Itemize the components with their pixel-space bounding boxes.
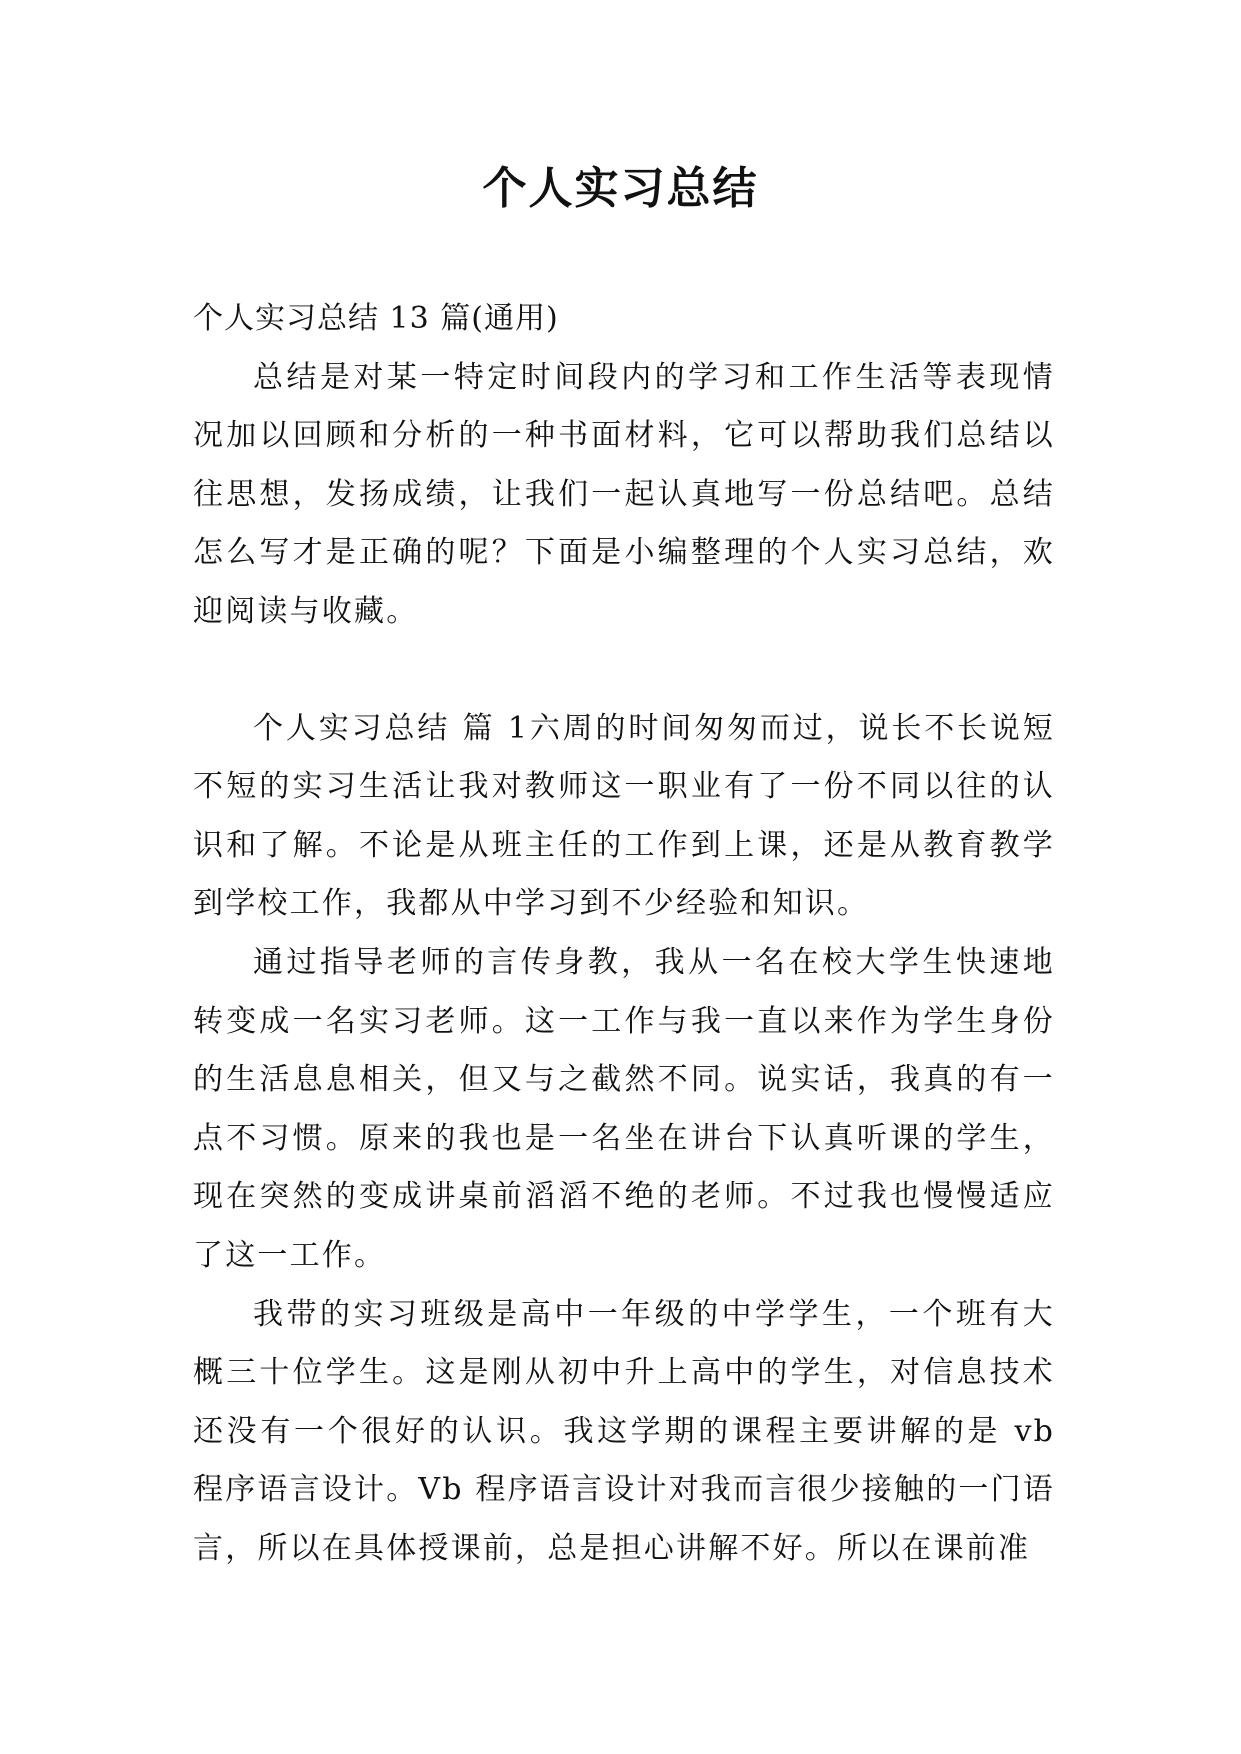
section-gap (193, 642, 1055, 700)
document-body (193, 290, 1055, 1578)
section-1-first-text: 六周的时间匆匆而过，说长不长说短不短的实习生活让我对教师这一职业有了一份不同以往的认识和了解。不论是从班主任的工作到上课，还是从教育教学到学校工作，我都从中学习到不少经验和知识。 (193, 710, 1055, 922)
page-title: 个人实习总结 (482, 163, 759, 214)
intro-paragraph: 总结是对某一特定时间段内的学习和工作生活等表现情况加以回顾和分析的一种书面材料，它可以帮助我们总结以往思想，发扬成绩，让我们一起认真地写一份总结吧。总结怎么写才是正确的呢？下面是小编整理的个人实习总结，欢迎阅读与收藏。 (193, 359, 1055, 629)
section-1-paragraph: 我带的实习班级是高中一年级的中学学生，一个班有大概三十位学生。这是刚从初中升上高中的学生，对信息技术还没有一个很好的认识。我这学期的课程主要讲解的是 vb 程序语言设计。Vb 程序语言设计对我而言很少接触的一门语言，所以在具体授课前，总是担心讲解不好。所以在课前准 (193, 1296, 1056, 1566)
section-1-first-paragraph (193, 700, 1055, 934)
document-subtitle: 个人实习总结 13 篇(通用) (193, 301, 559, 336)
section-1-paragraph: 通过指导老师的言传身教，我从一名在校大学生快速地转变成一名实习老师。这一工作与我一直以来作为学生身份的生活息息相关，但又与之截然不同。说实话，我真的有一点不习惯。原来的我也是一名坐在讲台下认真听课的学生，现在突然的变成讲桌前滔滔不绝的老师。不过我也慢慢适应了这一工作。 (193, 944, 1055, 1273)
section-1-heading: 个人实习总结 篇 1 (253, 710, 530, 746)
